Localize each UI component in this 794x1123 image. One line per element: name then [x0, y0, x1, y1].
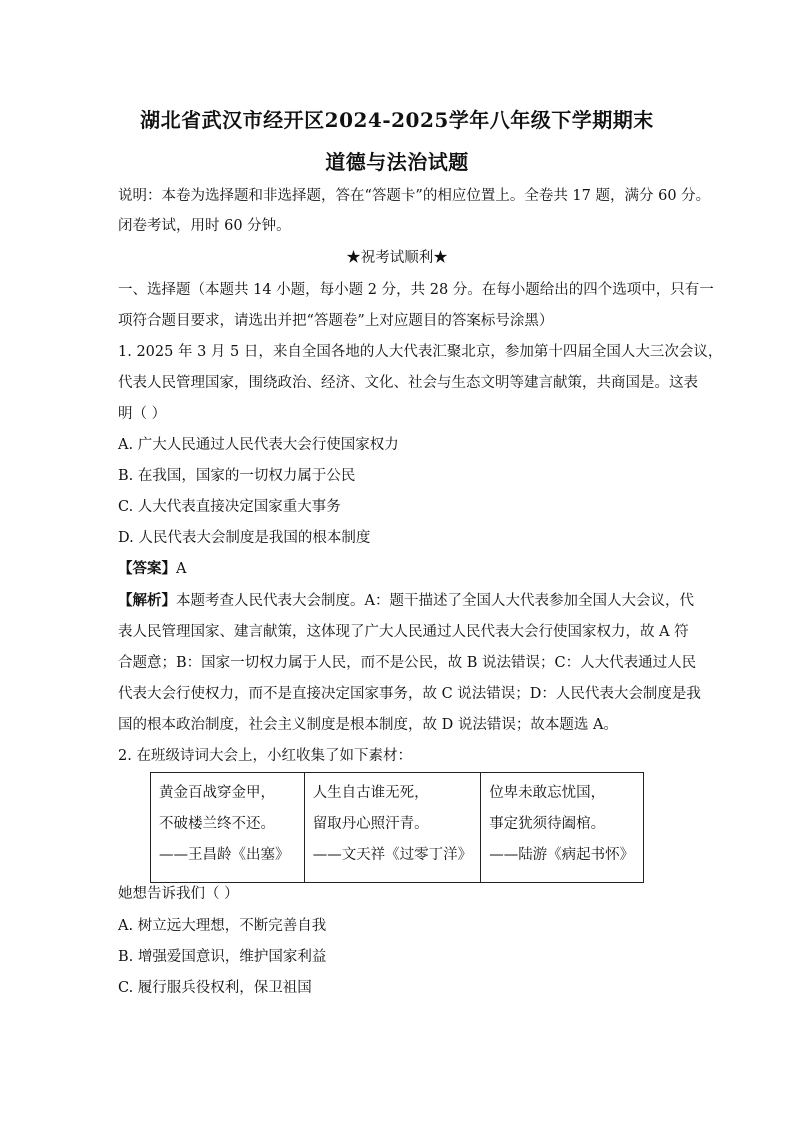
exam-subtitle: 道德与法治试题	[325, 150, 469, 174]
q1-analysis-line-1	[118, 591, 694, 611]
poem-line: 留取丹心照汗青。	[312, 816, 429, 832]
section-heading-line-1: 一、选择题（本题共 14 小题，每小题 2 分，共 28 分。在每小题给出的四个选项中，只有一	[118, 282, 714, 298]
q1-option-c: C. 人大代表直接决定国家重大事务	[118, 499, 341, 515]
poem-line: 事定犹须待阖棺。	[489, 816, 606, 832]
poem-source: ——陆游《病起书怀》	[489, 847, 635, 863]
poem-line: 位卑未敢忘忧国，	[489, 785, 606, 801]
poem-table	[150, 772, 644, 883]
q1-option-b: B. 在我国，国家的一切权力属于公民	[118, 468, 356, 484]
poem-source: ——王昌龄《出塞》	[159, 847, 290, 863]
exam-title: 湖北省武汉市经开区2024-2025学年八年级下学期期末	[140, 108, 654, 132]
q1-stem-line-3: 明（ ）	[118, 406, 167, 422]
poem-cell	[151, 773, 305, 883]
poem-cell	[304, 773, 481, 883]
q1-stem-line-2: 代表人民管理国家，围绕政治、经济、文化、社会与生态文明等建言献策，共商国是。这表	[118, 375, 698, 391]
answer-value: A	[176, 561, 187, 577]
q1-stem-line-1: 1. 2025 年 3 月 5 日，来自全国各地的人大代表汇聚北京，参加第十四届全国人大三次会议，	[118, 344, 723, 360]
q2-option-a: A. 树立远大理想，不断完善自我	[118, 918, 327, 934]
instructions-line-2: 闭卷考试，用时 60 分钟。	[118, 218, 291, 234]
poem-line: 人生自古谁无死，	[312, 785, 429, 801]
q2-option-c: C. 履行服兵役权利，保卫祖国	[118, 980, 312, 996]
analysis-text: 本题考查人民代表大会制度。A：题干描述了全国人大代表参加全国人大会议，代	[176, 593, 694, 609]
q1-answer	[118, 559, 688, 579]
q2-question: 她想告诉我们（ ）	[118, 886, 239, 902]
q1-option-a: A. 广大人民通过人民代表大会行使国家权力	[118, 437, 399, 453]
answer-label: 【答案】	[118, 560, 176, 577]
analysis-label: 【解析】	[118, 592, 176, 609]
q1-analysis-line-3: 合题意；B：国家一切权力属于人民，而不是公民，故 B 说法错误；C：人大代表通过人民	[118, 655, 697, 671]
section-heading-line-2: 项符合题目要求，请选出并把“答题卷”上对应题目的答案标号涂黑）	[118, 313, 554, 329]
q1-analysis-line-4: 代表大会行使权力，而不是直接决定国家事务，故 C 说法错误；D：人民代表大会制度是我	[118, 686, 701, 702]
q2-option-b: B. 增强爱国意识，维护国家利益	[118, 949, 327, 965]
poem-cell	[481, 773, 644, 883]
q1-analysis-line-5: 国的根本政治制度，社会主义制度是根本制度，故 D 说法错误；故本题选 A。	[118, 717, 618, 733]
good-luck-wish: ★祝考试顺利★	[346, 250, 448, 266]
poem-source: ——文天祥《过零丁洋》	[312, 847, 473, 863]
q1-analysis-line-2: 表人民管理国家、建言献策，这体现了广大人民通过人民代表大会行使国家权力，故 A 符	[118, 624, 689, 640]
poem-line: 不破楼兰终不还。	[159, 816, 275, 832]
poem-line: 黄金百战穿金甲，	[159, 785, 275, 801]
q1-option-d: D. 人民代表大会制度是我国的根本制度	[118, 530, 371, 546]
instructions-line-1: 说明：本卷为选择题和非选择题，答在“答题卡”的相应位置上。全卷共 17 题，满分 60 分。	[118, 188, 711, 204]
q2-stem: 2. 在班级诗词大会上，小红收集了如下素材：	[118, 748, 412, 764]
